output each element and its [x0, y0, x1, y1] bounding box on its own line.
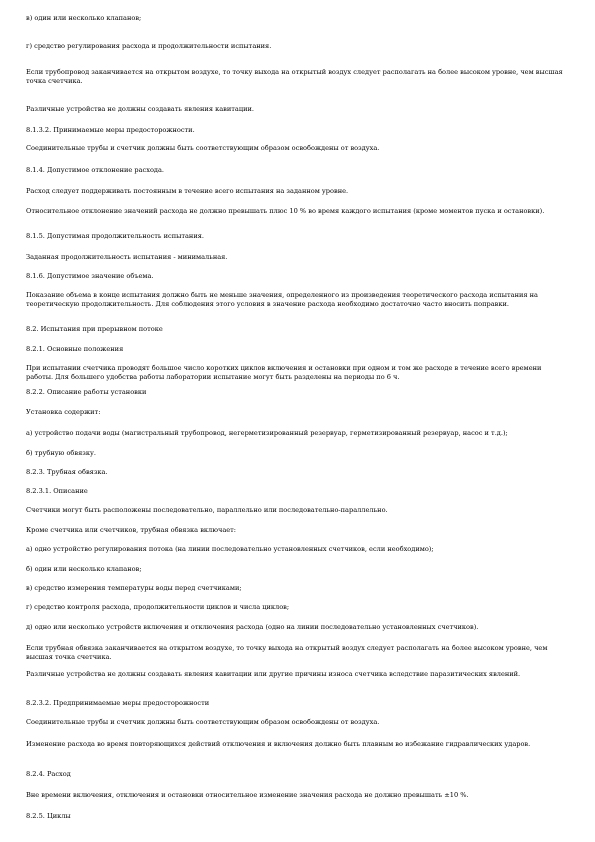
paragraph: Если трубная обвязка заканчивается на открытом воздухе, то точку выхода на открытый воздух следует располагать на более высоком уровне, чем высшая точка счетчика.: [26, 644, 548, 661]
section-heading: 8.2.3.2. Предпринимаемые меры предосторожности: [26, 699, 210, 707]
paragraph: г) средство контроля расхода, продолжительности циклов и числа циклов;: [26, 603, 290, 611]
paragraph: г) средство регулирования расхода и продолжительности испытания.: [26, 42, 272, 50]
section-heading: 8.2.3.1. Описание: [26, 487, 88, 495]
paragraph: б) трубную обвязку.: [26, 449, 96, 457]
section-heading: 8.1.5. Допустимая продолжительность испытания.: [26, 232, 204, 240]
paragraph: Установка содержит:: [26, 408, 101, 416]
paragraph: Различные устройства не должны создавать явления кавитации.: [26, 105, 254, 113]
paragraph: а) одно устройство регулирования потока (на линии последовательно установленных счетчиков, если необходимо);: [26, 545, 434, 553]
paragraph: При испытании счетчика проводят большое число коротких циклов включения и остановки при одном и том же расходе в течение всего времени работы. Для большего удобства работы лаборатории испытание могут быть разделены на периоды по 6 ч.: [26, 364, 542, 381]
paragraph: Соединительные трубы и счетчик должны быть соответствующим образом освобождены от воздуха.: [26, 718, 380, 726]
paragraph: Расход следует поддерживать постоянным в течение всего испытания на заданном уровне.: [26, 187, 349, 195]
paragraph: Относительное отклонение значений расхода не должно превышать плюс 10 % во время каждого испытания (кроме моментов пуска и остановки).: [26, 207, 545, 215]
paragraph: а) устройство подачи воды (магистральный трубопровод, негерметизированный резервуар, герметизированный резервуар, насос и т.д.);: [26, 429, 508, 437]
section-heading: 8.1.6. Допустимое значение объема.: [26, 272, 154, 280]
paragraph: Счетчики могут быть расположены последовательно, параллельно или последовательно-параллельно.: [26, 506, 388, 514]
paragraph: в) средство измерения температуры воды перед счетчиками;: [26, 584, 242, 592]
section-heading: 8.2. Испытания при прерывном потоке: [26, 325, 163, 333]
section-heading: 8.2.5. Циклы: [26, 812, 71, 820]
section-heading: 8.2.4. Расход: [26, 770, 71, 778]
paragraph: Кроме счетчика или счетчиков, трубная обвязка включает:: [26, 526, 237, 534]
paragraph: Вне времени включения, отключения и остановки относительное изменение значения расхода не должно превышать ±10 %.: [26, 791, 469, 799]
section-heading: 8.2.3. Трубная обвязка.: [26, 468, 108, 476]
paragraph: д) одно или несколько устройств включения и отключения расхода (одно на линии последовательно установленных счетчиков).: [26, 623, 479, 631]
paragraph: Различные устройства не должны создавать явления кавитации или другие причины износа счетчика вследствие паразитических явлений.: [26, 670, 521, 678]
paragraph: б) один или несколько клапанов;: [26, 565, 142, 573]
paragraph: Заданная продолжительность испытания - минимальная.: [26, 253, 228, 261]
section-heading: 8.1.3.2. Принимаемые меры предосторожности.: [26, 126, 195, 134]
paragraph: в) один или несколько клапанов;: [26, 14, 142, 22]
paragraph: Изменение расхода во время повторяющихся действий отключения и включения должно быть плавным во избежание гидравлических ударов.: [26, 740, 531, 748]
section-heading: 8.1.4. Допустимое отклонение расхода.: [26, 166, 165, 174]
section-heading: 8.2.1. Основные положения: [26, 345, 124, 353]
paragraph: Соединительные трубы и счетчик должны быть соответствующим образом освобождены от воздуха.: [26, 144, 380, 152]
paragraph: Если трубопровод заканчивается на открытом воздухе, то точку выхода на открытый воздух следует располагать на более высоком уровне, чем высшая точка счетчика.: [26, 68, 563, 85]
section-heading: 8.2.2. Описание работы установки: [26, 388, 147, 396]
paragraph: Показание объема в конце испытания должно быть не меньше значения, определенного из произведения теоретического расхода испытания на теоретическую продолжительность. Для соблюдения этого условия в значение расхода необходимо достаточно часто вносить поправки.: [26, 291, 538, 308]
